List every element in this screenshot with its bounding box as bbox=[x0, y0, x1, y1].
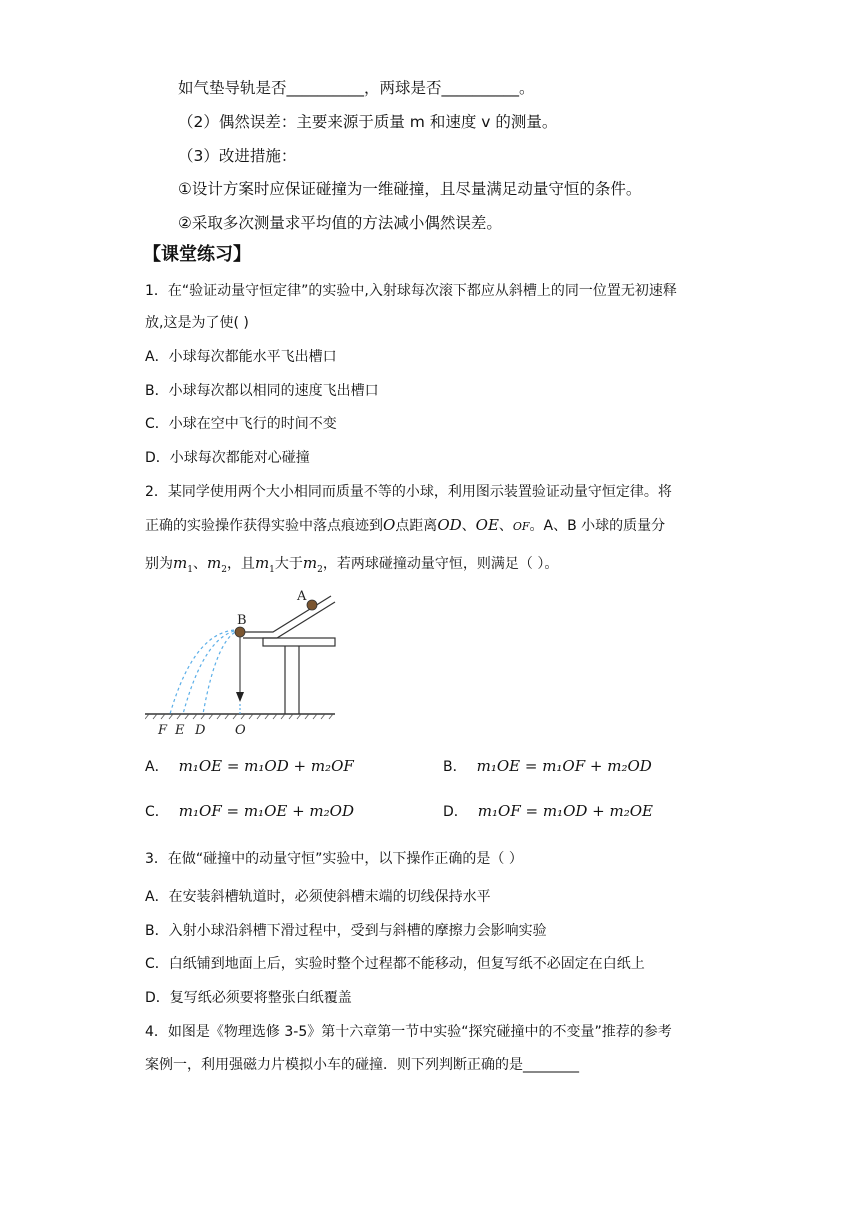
q2-option-d: D． m₁OF = m₁OD + m₂OE bbox=[443, 802, 653, 820]
intro-line-3: （3）改进措施： bbox=[178, 147, 297, 165]
segment-of: OF bbox=[512, 520, 530, 533]
chute-upper bbox=[243, 596, 331, 632]
label-o: O bbox=[235, 723, 246, 738]
intro-line-2: （2）偶然误差：主要来源于质量 m 和速度 v 的测量。 bbox=[178, 113, 558, 131]
q3-stem: 3．在做“碰撞中的动量守恒”实验中，以下操作正确的是（ ） bbox=[145, 851, 523, 867]
q1-stem-line-1: 1．在“验证动量守恒定律”的实验中,入射球每次滚下都应从斜槽上的同一位置无初速释 bbox=[145, 283, 677, 299]
table-top bbox=[263, 638, 335, 646]
trajectory-e bbox=[183, 630, 240, 714]
ball-b bbox=[235, 627, 245, 637]
label-d: D bbox=[195, 723, 206, 738]
q4-stem-line-1: 4．如图是《物理选修 3-5》第十六章第一节中实验“探究碰撞中的不变量”推荐的参考 bbox=[145, 1024, 672, 1040]
q1-option-d: D．小球每次都能对心碰撞 bbox=[145, 450, 310, 466]
q1-option-a: A．小球每次都能水平飞出槽口 bbox=[145, 349, 337, 365]
q3-option-a: A．在安装斜槽轨道时，必须使斜槽末端的切线保持水平 bbox=[145, 889, 491, 905]
trajectory-d bbox=[203, 630, 240, 714]
experiment-apparatus-figure bbox=[145, 588, 345, 738]
q1-option-c: C．小球在空中飞行的时间不变 bbox=[145, 416, 337, 432]
q2-option-b: B． m₁OE = m₁OF + m₂OD bbox=[443, 757, 652, 775]
label-a: A bbox=[297, 589, 307, 604]
plumb-arrow bbox=[236, 692, 244, 702]
label-b: B bbox=[237, 613, 247, 628]
intro-line-4: ①设计方案时应保证碰撞为一维碰撞，且尽量满足动量守恒的条件。 bbox=[178, 180, 642, 198]
segment-oe: OE bbox=[475, 516, 499, 534]
q1-stem-line-2: 放,这是为了使( ) bbox=[145, 315, 249, 331]
q2-stem-line-3: 别为$m_1$、$m_2$，且$m_1$大于$m_2$，若两球碰撞动量守恒，则满足（ ）。 bbox=[145, 554, 559, 575]
q1-option-b: B．小球每次都以相同的速度飞出槽口 bbox=[145, 383, 379, 399]
label-e: E bbox=[175, 723, 185, 738]
q2-stem-line-1: 2．某同学使用两个大小相同而质量不等的小球，利用图示装置验证动量守恒定律。将 bbox=[145, 484, 672, 500]
intro-line-5: ②采取多次测量求平均值的方法减小偶然误差。 bbox=[178, 214, 502, 232]
label-f: F bbox=[158, 723, 168, 738]
segment-od: OD bbox=[437, 516, 462, 534]
intro-line-1: 如气垫导轨是否__________，两球是否__________。 bbox=[178, 79, 535, 97]
q3-option-c: C．白纸铺到地面上后，实验时整个过程都不能移动，但复写纸不必固定在白纸上 bbox=[145, 956, 645, 972]
trajectory-f bbox=[170, 630, 240, 714]
q2-stem-line-2: 正确的实验操作获得实验中落点痕迹到O点距离OD、OE、OF。A、B 小球的质量分 bbox=[145, 516, 666, 534]
q2-option-c: C． m₁OF = m₁OE + m₂OD bbox=[145, 802, 354, 820]
q4-stem-line-2: 案例一，利用强磁力片模拟小车的碰撞．则下列判断正确的是________ bbox=[145, 1057, 579, 1073]
section-title: 【课堂练习】 bbox=[143, 244, 251, 265]
q2-option-a: A． m₁OE = m₁OD + m₂OF bbox=[145, 757, 354, 775]
q3-option-b: B．入射小球沿斜槽下滑过程中，受到与斜槽的摩擦力会影响实验 bbox=[145, 923, 547, 939]
ball-a bbox=[307, 600, 317, 610]
q3-option-d: D．复写纸必须要将整张白纸覆盖 bbox=[145, 990, 352, 1006]
